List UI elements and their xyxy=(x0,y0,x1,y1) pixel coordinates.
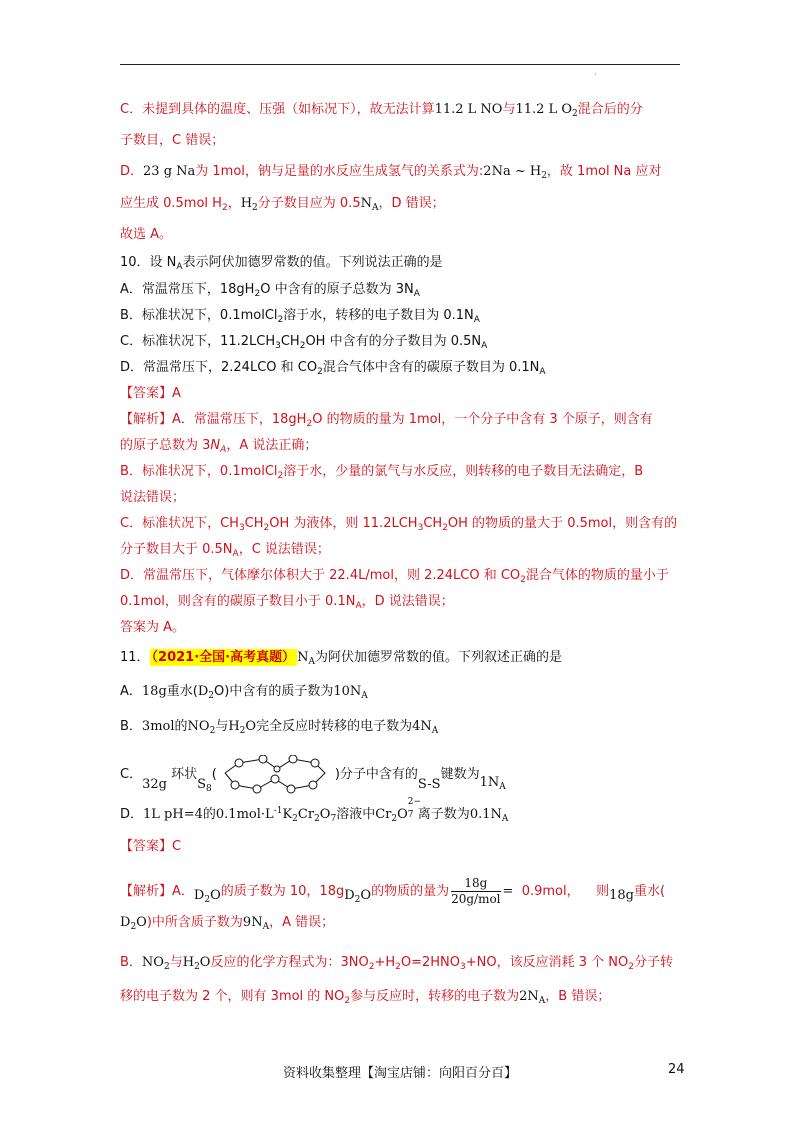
q10-option-c: C．标准状况下，$11.2LCH_3CH_2OH$ 中含有的分子数目为 $0.5N_A$ xyxy=(120,334,488,351)
q10-option-a: A．常温常压下，$18gH_2O$ 中含有的原子总数为 $3N_A$ xyxy=(120,282,420,299)
fraction: $\frac{18g}{\text{20g/mol}}$ xyxy=(451,876,501,906)
source-tag: （2021·全国·高考真题） xyxy=(151,650,296,665)
prev-c-line1: C．未提到具体的温度、压强（如标况下），故无法计算11.2 L NO与11.2 L $O_2$混合后的分 xyxy=(120,102,643,119)
q11-explain-b2: 移的电子数为 2 个，则有 3mol 的 $NO_2$参与反应时，转移的电子数为$2N_A$，B 错误； xyxy=(120,989,611,1006)
header-rule xyxy=(120,64,680,65)
q11-explain-b1: B．$NO_2$与$H_2O$反应的化学方程式为：$3NO_2+H_2O=2HNO_3+NO$，该反应消耗 3 个 $NO_2$分子转 xyxy=(120,955,673,972)
q10-explain-4: 说法错误； xyxy=(120,490,186,505)
q11-option-d: D．1L pH=4的$0.1mol\cdot L^{-1}K_2Cr_2O_7$溶液中$Cr_2O$ 2− 7 离子数为$0.1N_A$ xyxy=(120,797,509,824)
q11-explain-a1: 【解析】A．$D_2O$的质子数为 10，$18gD_2O$的物质的量为 $\frac{18g}{\text{20g/mol}}$ = 0.9mol， 则18g重水( xyxy=(120,876,666,906)
q10-option-b: B．标准状况下，0.1molCl$_2$溶于水，转移的电子数目为 $0.1N_A$ xyxy=(120,308,480,325)
q10-stem: 10．设 $N_A$表示阿伏加德罗常数的值。下列说法正确的是 xyxy=(120,255,443,272)
page-footer: 资料收集整理【淘宝店铺：向阳百分百】 xyxy=(282,1066,517,1081)
prev-d-line1: D．23 g Na为 1mol，钠与足量的水反应生成氢气的关系式为:2Na ~ $H_2$，故 1mol Na 应对 xyxy=(120,164,662,181)
stray-mark: · xyxy=(594,70,597,79)
q11-explain-a2: $D_2O$)中所含质子数为$9N_A$，A 错误； xyxy=(120,915,335,932)
q10-explain-7: D．常温常压下，气体摩尔体积大于 22.4L/mol，则 2.24LCO 和 $CO_2$混合气体的物质的量小于 xyxy=(120,568,669,585)
page-number: 24 xyxy=(668,1062,685,1077)
q11-option-a: A．18g重水$(D_2O)$中含有的质子数为$10N_A$ xyxy=(120,684,368,701)
prev-c-line2: 子数目，C 错误； xyxy=(120,133,225,148)
q10-end: 答案为 A。 xyxy=(120,620,186,635)
q10-option-d: D．常温常压下，2.24LCO 和 $CO_2$混合气体中含有的碳原子数目为 $0.1N_A$ xyxy=(120,360,546,377)
s8-ring-diagram xyxy=(217,755,335,795)
q10-answer: 【答案】A xyxy=(120,386,181,401)
prev-d-line2: 应生成 0.5mol $H_2$，$H_2$分子数目应为 $0.5N_A$，D 错误； xyxy=(120,196,445,213)
q10-explain-1: 【解析】A．常温常压下，$18gH_2O$ 的物质的量为 1mol，一个分子中含有 3 个原子，则含有 xyxy=(120,412,653,429)
q10-explain-5: C．标准状况下，$CH_3CH_2OH$ 为液体，则 $11.2LCH_3CH_2OH$ 的物质的量大于 0.5mol，则含有的 xyxy=(120,516,678,533)
q11-option-c: C．32g 环状$S_8$( )分子中含有的S-S键数为$1N_A$ xyxy=(120,752,506,798)
q11-option-b: B．3mol的$NO_2$与$H_2O$完全反应时转移的电子数为$4N_A$ xyxy=(120,719,439,736)
q10-explain-8: 0.1mol，则含有的碳原子数目小于 $0.1N_A$，D 说法错误； xyxy=(120,594,454,611)
q11-stem: 11． （2021·全国·高考真题） $N_A$为阿伏加德罗常数的值。下列叙述正确的是 xyxy=(120,650,562,667)
q10-explain-6: 分子数目大于 $0.5N_A$，C 说法错误； xyxy=(120,542,330,559)
q11-answer: 【答案】C xyxy=(120,839,182,854)
q10-explain-3: B．标准状况下，0.1molCl$_2$溶于水，少量的氯气与水反应，则转移的电子数目无法确定，B xyxy=(120,464,644,481)
q10-explain-2: 的原子总数为 $3N_A$，A 说法正确； xyxy=(120,438,318,455)
prev-end: 故选 A。 xyxy=(120,227,173,242)
